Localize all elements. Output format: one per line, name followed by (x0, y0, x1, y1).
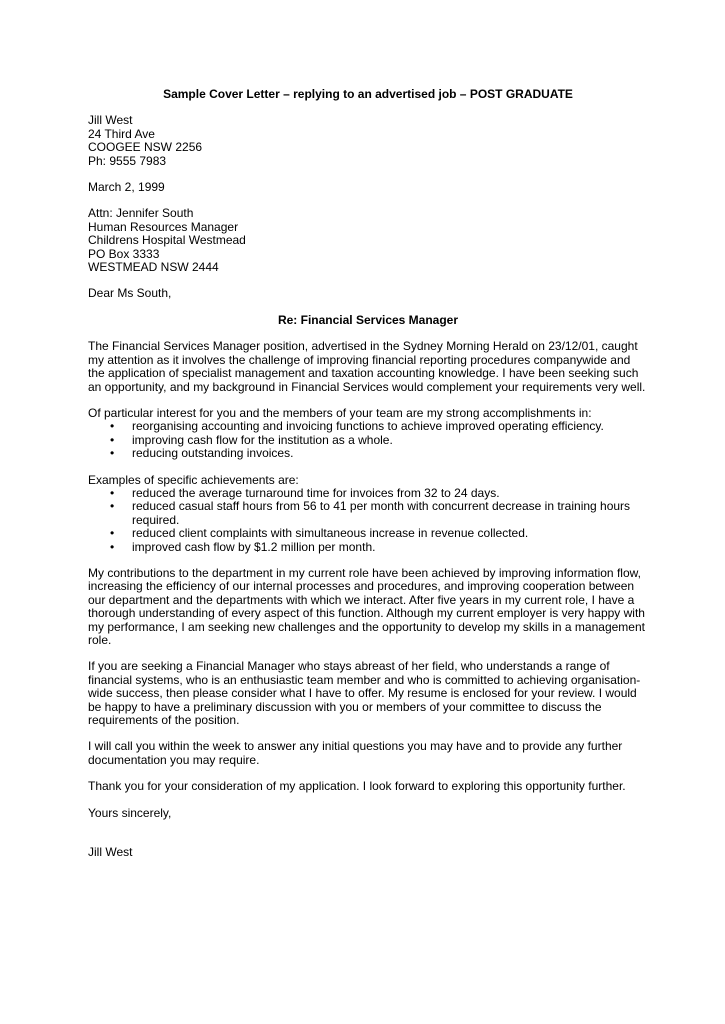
contributions-paragraph: My contributions to the department in my current role have been achieved by improving information flow, increasing the efficiency of our internal processes and procedures, and improving cooperation between our department and the departments with which we interact. After five years in my current role, I have a thorough understanding of every aspect of this function. Although my current employer is very happy with my performance, I am seeking new challenges and the opportunity to develop my skills in a management role. (88, 565, 645, 647)
list-item: • reduced the average turnaround time for invoices from 32 to 24 days. (110, 485, 500, 500)
list-item: • reorganising accounting and invoicing functions to achieve improved operating efficiency. (110, 419, 604, 434)
recipient-title: Human Resources Manager (88, 219, 239, 234)
list-item: • reduced client complaints with simultaneous increase in revenue collected. (110, 526, 529, 541)
interest-paragraph: Of particular interest for you and the members of your team are my strong accomplishments in: (88, 405, 592, 420)
bullet-icon: • (110, 446, 115, 461)
signature-name: Jill West (88, 845, 133, 860)
letter-date: March 2, 1999 (88, 180, 165, 195)
list-item: • improved cash flow by $1.2 million per month. (110, 539, 376, 554)
recipient-po-box: PO Box 3333 (88, 246, 160, 261)
call-paragraph: I will call you within the week to answer any initial questions you may have and to provide any further documentation you may require. (88, 739, 623, 767)
recipient-attn: Attn: Jennifer South (88, 206, 194, 221)
bullet-icon: • (110, 499, 115, 514)
achievements-list (88, 487, 648, 554)
salutation: Dear Ms South, (88, 286, 172, 301)
bullet-icon: • (110, 539, 115, 554)
accomplishments-list (88, 420, 648, 460)
examples-paragraph: Examples of specific achievements are: (88, 472, 299, 487)
list-item: • reducing outstanding invoices. (110, 446, 294, 461)
intro-paragraph: The Financial Services Manager position, advertised in the Sydney Morning Herald on 23/12/01, caught my attention as it involves the challenge of improving financial reporting procedures companywide and the application of specialist management and taxation accounting knowledge. I have been seeking such an opportunity, and my background in Financial Services would complement your requirements very well. (88, 339, 646, 394)
thanks-paragraph: Thank you for your consideration of my application. I look forward to exploring this opportunity further. (88, 779, 626, 794)
bullet-icon: • (110, 485, 115, 500)
signature-space (88, 820, 648, 846)
closing: Yours sincerely, (88, 805, 172, 820)
list-item: • reduced casual staff hours from 56 to 41 per month with concurrent decrease in training hours required. (110, 499, 631, 527)
document-title: Sample Cover Letter – replying to an advertised job – POST GRADUATE (163, 87, 573, 101)
re-line: Re: Financial Services Manager (277, 312, 459, 327)
seeking-paragraph: If you are seeking a Financial Manager who stays abreast of her field, who understands a range of financial systems, who is an enthusiastic team member and who is committed to achieving organisation-wide success, then please consider what I have to offer. My resume is enclosed for your review. I would be happy to have a preliminary discussion with you or members of your committee to discuss the requirements of the position. (88, 659, 641, 728)
bullet-icon: • (110, 432, 115, 447)
sender-street: 24 Third Ave (88, 126, 155, 141)
bullet-icon: • (110, 419, 115, 434)
sender-address (88, 114, 648, 168)
list-item: • improving cash flow for the institution as a whole. (110, 432, 393, 447)
bullet-icon: • (110, 526, 115, 541)
sender-suburb: COOGEE NSW 2256 (88, 140, 203, 155)
recipient-address (88, 207, 648, 274)
recipient-org: Childrens Hospital Westmead (88, 233, 246, 248)
recipient-suburb: WESTMEAD NSW 2444 (88, 260, 219, 275)
sender-phone: Ph: 9555 7983 (88, 153, 167, 168)
sender-name: Jill West (88, 113, 133, 128)
letter-page (88, 88, 648, 859)
